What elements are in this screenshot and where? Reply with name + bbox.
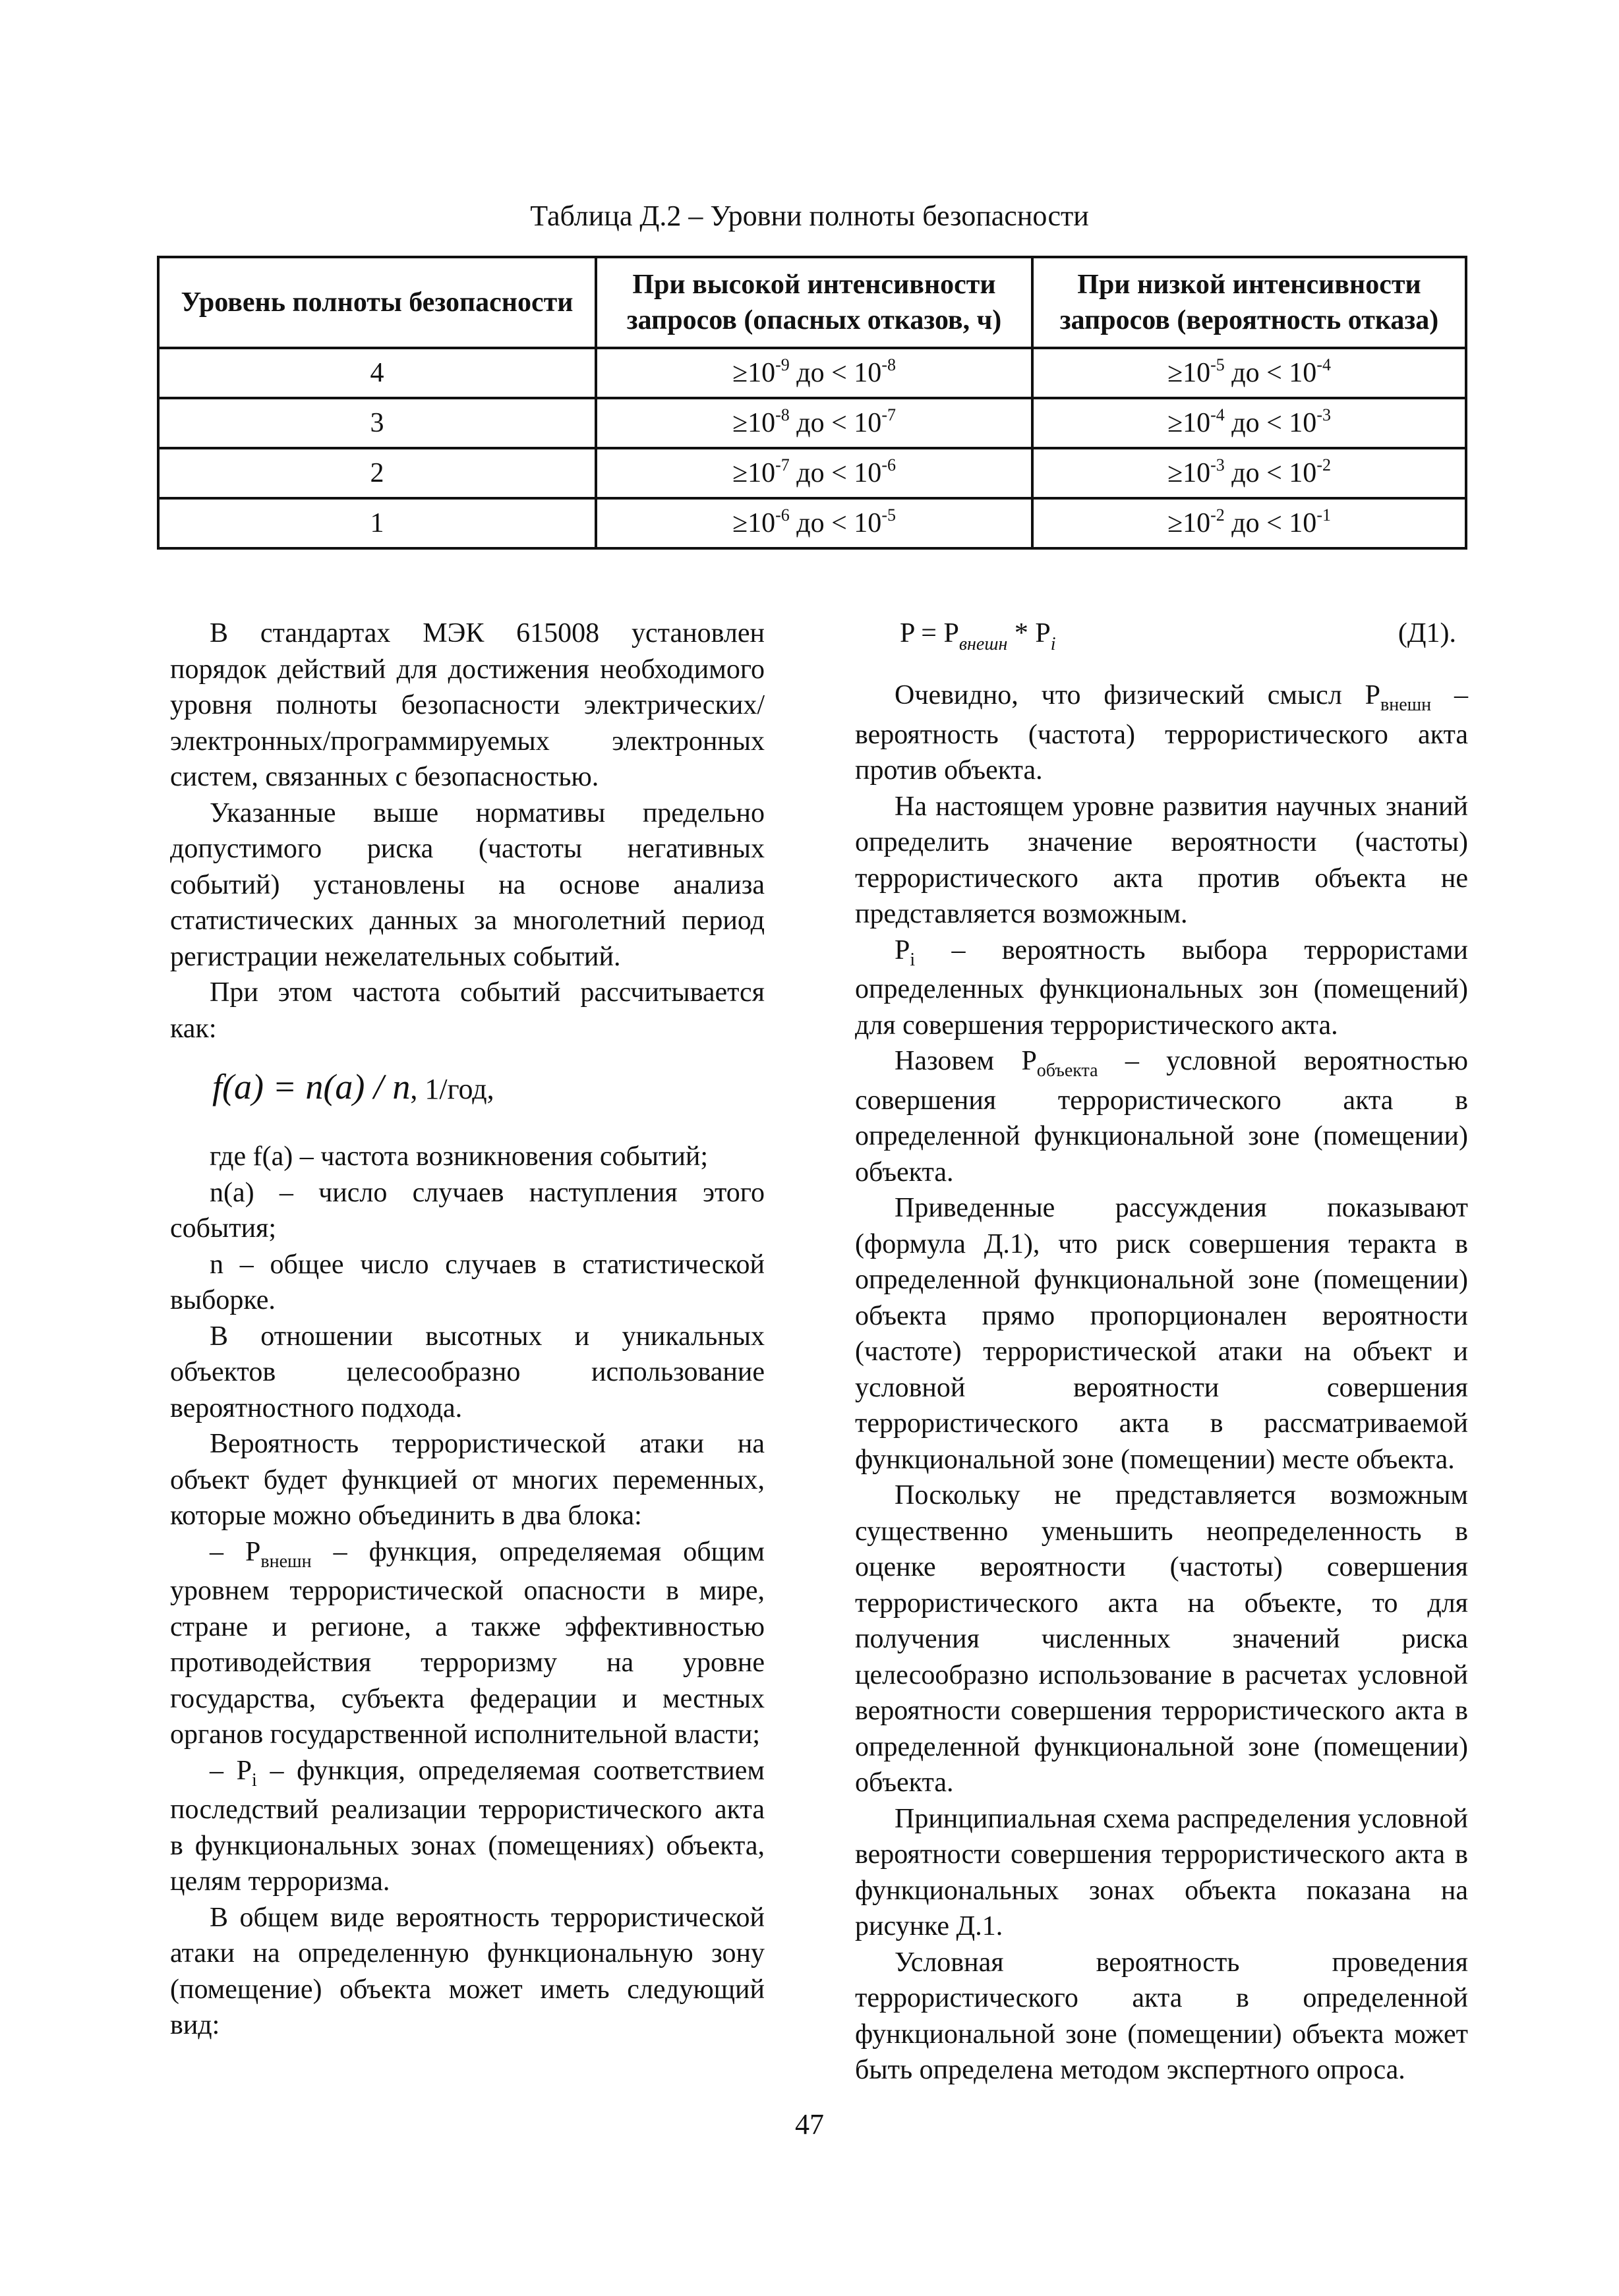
table-body (158, 348, 1466, 548)
header-low-demand: При низкой интенсивности запросов (вероятность отказа) (1032, 257, 1466, 348)
exponent-from: -3 (1210, 455, 1225, 474)
subscript: i (1050, 634, 1056, 654)
exponent-from: -9 (775, 355, 790, 374)
low-demand-cell: $\ge 10^{-4}$ до < $10^{-3}$ (1032, 398, 1466, 448)
exponent-to: -3 (1316, 405, 1331, 424)
subscript: i (910, 949, 916, 970)
exponent-to: -6 (881, 455, 896, 474)
formula-expression (900, 616, 1056, 655)
paragraph: На настоящем уровне развития научных знаний определить значение вероятности (частоты) террористического акта против объекта не представляется возможным. (855, 791, 1468, 929)
paragraph: где f(a) – частота возникновения событий; (210, 1141, 709, 1172)
paragraph: Поскольку не представляется возможным существенно уменьшить неопределенность в оценке вероятности (частоты) совершения террористического акта на объекте, то для получения численных значений риска целесообразно использование в расчетах условной вероятности совершения террористического акта в определенной функциональной зоне (помещении) объекта. (855, 1480, 1468, 1798)
high-demand-cell: $\ge 10^{-7}$ до < $10^{-6}$ (596, 448, 1032, 498)
paragraph: Указанные выше нормативы предельно допустимого риска (частоты негативных событий) установлены на основе анализа статистических данных за многолетний период регистрации нежелательных событий. (170, 797, 765, 972)
level-cell: 3 (158, 398, 596, 448)
paragraph: n – общее число случаев в статистической выборке. (170, 1249, 765, 1315)
paragraph: В общем виде вероятность террористической атаки на определенную функциональную зону (помещение) объекта может иметь следующий вид: (170, 1902, 765, 2040)
subscript: объекта (1036, 1060, 1098, 1081)
list-item-text: – функция, определяемая общим уровнем террористической опасности в мире, стране и регионе, а также эффективностью противодействия терроризму на уровне государства, субъекта федерации и местных органов государственной исполнительной власти; (170, 1536, 765, 1750)
safety-levels-table (157, 256, 1467, 550)
paragraph: Принципиальная схема распределения условной вероятности совершения террористического акта в функциональных зонах объекта показана на рисунке Д.1. (855, 1803, 1468, 1941)
exponent-to: -8 (881, 355, 896, 374)
exponent-from: -2 (1210, 505, 1225, 525)
level-cell: 2 (158, 448, 596, 498)
list-item (170, 1534, 765, 1753)
paragraph-text: Назовем P (895, 1046, 1037, 1076)
formula-number: (Д1). (1398, 618, 1456, 648)
paragraph: n(a) – число случаев наступления этого события; (170, 1177, 765, 1244)
risk-formula (855, 616, 1468, 654)
low-demand-cell: $\ge 10^{-3}$ до < $10^{-2}$ (1032, 448, 1466, 498)
paragraph: В стандартах МЭК 615008 установлен порядок действий для достижения необходимого уровня полноты безопасности электрических/электронных/программируемых электронных систем, связанных с безопасностью. (170, 618, 765, 792)
list-dash-symbol: – P (210, 1536, 261, 1567)
paragraph: Вероятность террористической атаки на объект будет функцией от многих переменных, которые можно объединить в два блока: (170, 1429, 765, 1531)
formula-unit: , 1/год, (410, 1073, 494, 1105)
high-demand-cell: $\ge 10^{-6}$ до < $10^{-5}$ (596, 498, 1032, 548)
exponent-from: -4 (1210, 405, 1225, 424)
list-dash-symbol: – P (210, 1755, 252, 1786)
header-high-demand: При высокой интенсивности запросов (опасных отказов, ч) (596, 257, 1032, 348)
paragraph-text: – вероятность (частота) террористического акта против объекта. (855, 680, 1469, 786)
low-demand-cell: $\ge 10^{-2}$ до < $10^{-1}$ (1032, 498, 1466, 548)
exponent-from: -5 (1210, 355, 1225, 374)
table-row (158, 398, 1466, 448)
formula-part: P = P (900, 618, 959, 648)
formula-part: * P (1007, 618, 1051, 648)
paragraph-text: – условной вероятностью совершения террористического акта в определенной функциональной зоне (помещении) объекта. (855, 1046, 1468, 1188)
paragraph: В отношении высотных и уникальных объектов целесообразно использование вероятностного подхода. (170, 1321, 765, 1423)
page-number: 47 (795, 2108, 824, 2140)
left-column (170, 616, 765, 2044)
header-level: Уровень полноты безопасности (158, 257, 596, 348)
right-column (855, 616, 1468, 2088)
paragraph-text: Очевидно, что физический смысл P (895, 680, 1380, 710)
subscript: внешн (260, 1551, 312, 1572)
exponent-to: -5 (881, 505, 896, 525)
list-item-text: – функция, определяемая соответствием последствий реализации террористического акта в функциональных зонах (помещениях) объекта, целям терроризма. (170, 1755, 765, 1897)
subscript: i (252, 1769, 257, 1791)
paragraph-text: – вероятность выбора террористами определенных функциональных зон (помещений) для совершения террористического акта. (855, 934, 1468, 1041)
level-cell: 1 (158, 498, 596, 548)
high-demand-cell: $\ge 10^{-9}$ до < $10^{-8}$ (596, 348, 1032, 398)
high-demand-cell: $\ge 10^{-8}$ до < $10^{-7}$ (596, 398, 1032, 448)
exponent-from: -7 (775, 455, 790, 474)
exponent-from: -6 (775, 505, 790, 525)
exponent-to: -1 (1316, 505, 1331, 525)
paragraph (855, 677, 1468, 789)
paragraph: Условная вероятность проведения террористического акта в определенной функциональной зоне (помещении) объекта может быть определена методом экспертного опроса. (855, 1947, 1468, 2085)
table-row (158, 448, 1466, 498)
formula-expression: f(a) = n(a) / n (212, 1067, 411, 1106)
low-demand-cell: $\ge 10^{-5}$ до < $10^{-4}$ (1032, 348, 1466, 398)
exponent-from: -8 (775, 405, 790, 424)
level-cell: 4 (158, 348, 596, 398)
table-caption: Таблица Д.2 – Уровни полноты безопасности (530, 200, 1089, 232)
subscript: внешн (1380, 695, 1432, 715)
table-row (158, 498, 1466, 548)
subscript: внешн (958, 634, 1008, 654)
exponent-to: -7 (881, 405, 896, 424)
frequency-formula (212, 1064, 765, 1110)
paragraph: Приведенные рассуждения показывают (формула Д.1), что риск совершения теракта в определенной функциональной зоне (помещении) объекта прямо пропорционален вероятности (частоте) террористической атаки на объект и условной вероятности совершения террористического акта в рассматриваемой функциональной зоне (помещении) месте объекта. (855, 1193, 1468, 1475)
table-header-row (158, 257, 1466, 348)
paragraph: При этом частота событий рассчитывается как: (170, 977, 765, 1044)
paragraph-text: P (895, 934, 910, 965)
paragraph (855, 933, 1468, 1044)
list-item (170, 1753, 765, 1900)
table-row (158, 348, 1466, 398)
exponent-to: -4 (1316, 355, 1331, 374)
exponent-to: -2 (1316, 455, 1331, 474)
paragraph (855, 1043, 1468, 1190)
